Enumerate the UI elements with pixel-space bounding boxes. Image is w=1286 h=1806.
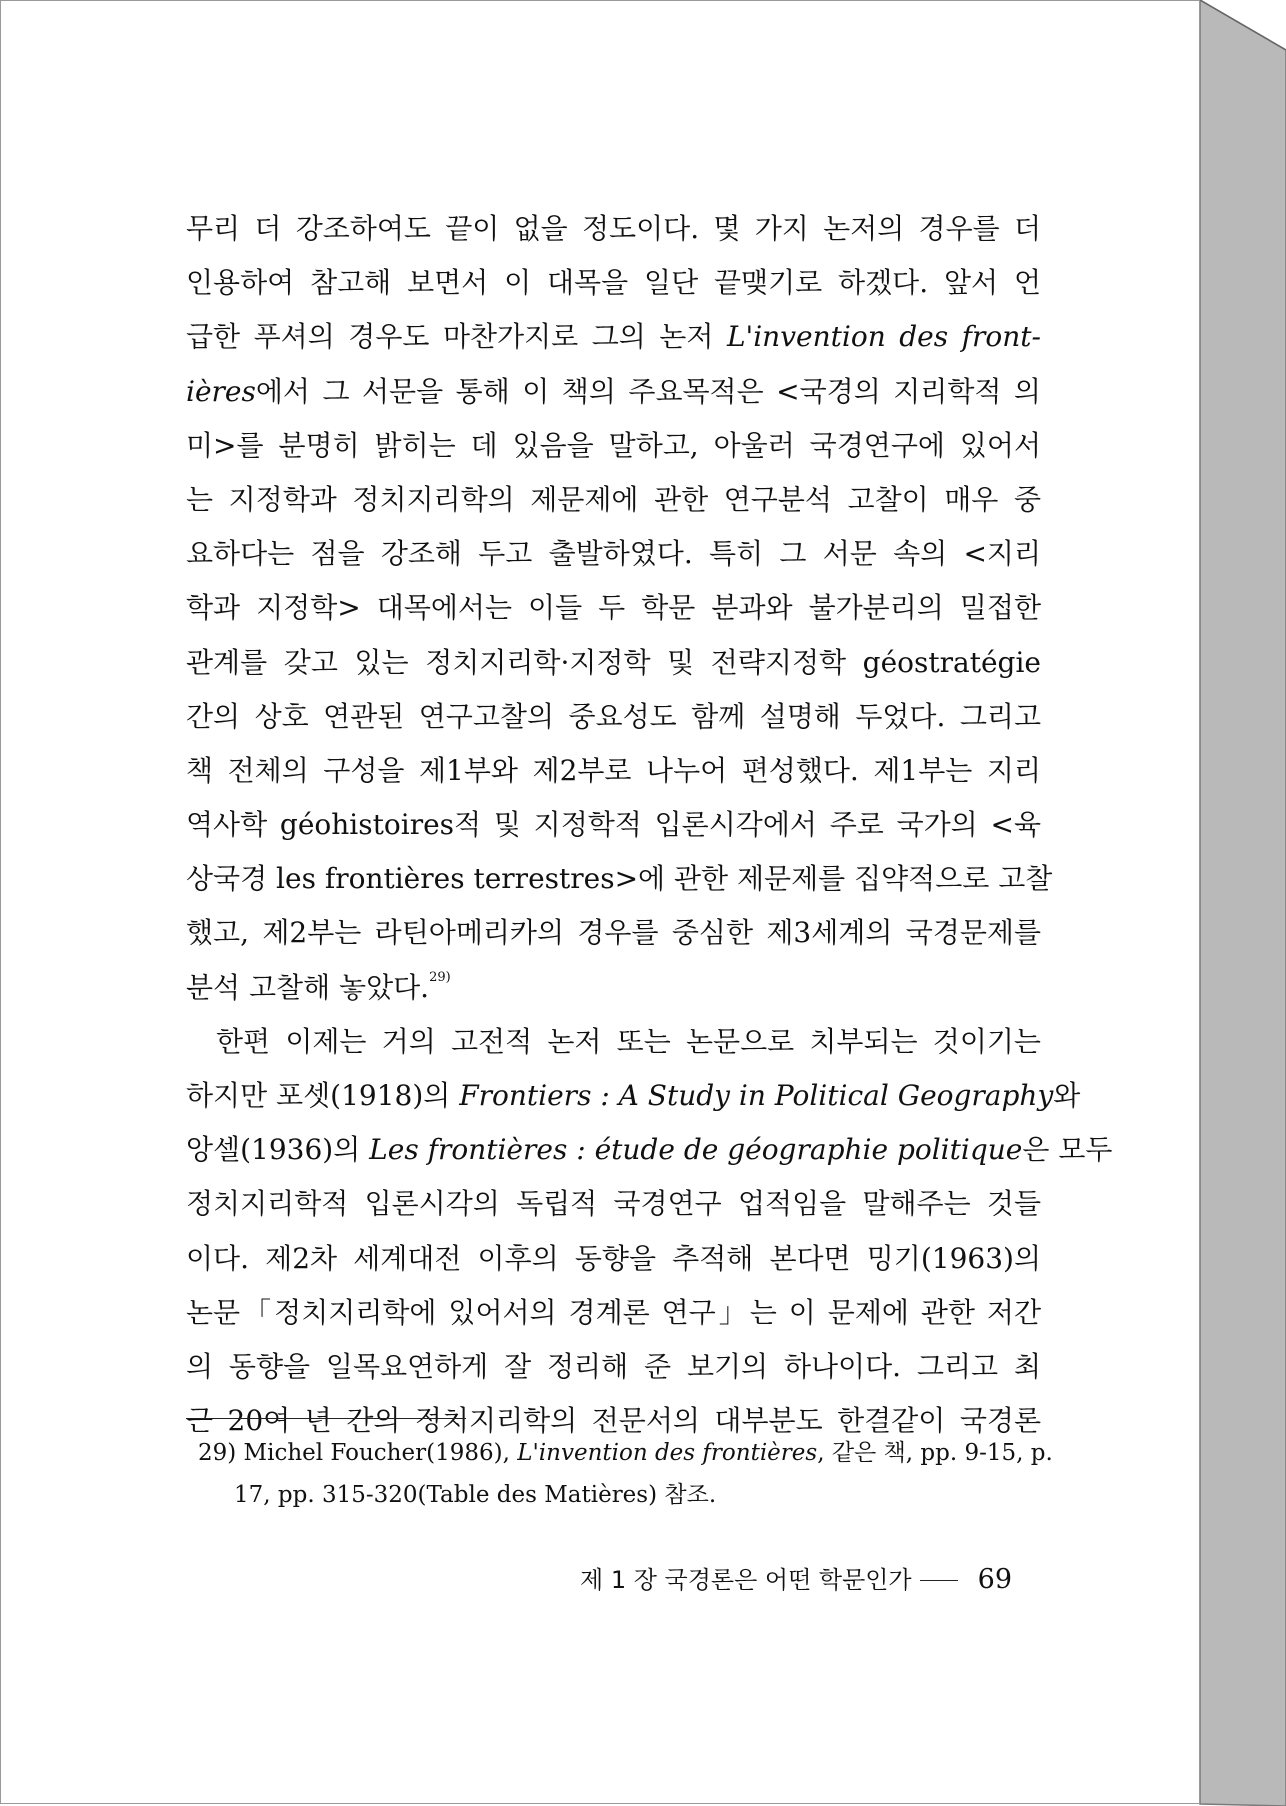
line-text: 정치지리학적 입론시각의 독립적 국경연구 업적임을 말해주는 것들 [186, 1187, 1041, 1221]
body-line [186, 1177, 1041, 1231]
body-line [186, 202, 1041, 256]
line-text: 역사학 géohistoires적 및 지정학적 입론시각에서 주로 국가의 <육 [186, 808, 1041, 842]
body-line [186, 365, 1041, 419]
body-line [186, 473, 1041, 527]
body-line [186, 1232, 1041, 1286]
line-text: 했고, 제2부는 라틴아메리카의 경우를 중심한 제3세계의 국경문제를 [186, 916, 1041, 950]
body-line [186, 1340, 1041, 1394]
running-footer [580, 1560, 1012, 1600]
footnote-separator [186, 1418, 466, 1419]
footer-dash [920, 1580, 958, 1581]
chapter-title: 제 1 장 국경론은 어떤 학문인가 [580, 1566, 912, 1594]
line-text: 의 동향을 일목요연하게 잘 정리해 준 보기의 하나이다. 그리고 최 [186, 1349, 1041, 1383]
footnote-ref: 29) [429, 969, 451, 985]
body-line [186, 310, 1041, 364]
line-text: 한편 이제는 거의 고전적 논저 또는 논문으로 치부되는 것이기는 [216, 1024, 1041, 1058]
line-text: 급한 푸셔의 경우도 마찬가지로 그의 논저 [186, 320, 727, 354]
line-text: 관계를 갖고 있는 정치지리학·지정학 및 전략지정학 géostratégie [186, 645, 1041, 679]
line-text: 근 20여 년 간의 정치지리학의 전문서의 대부분도 한결같이 국경론 [186, 1404, 1041, 1438]
line-text: 이다. 제2차 세계대전 이후의 동향을 추적해 본다면 밍기(1963)의 [186, 1241, 1041, 1275]
body-line [186, 1123, 1113, 1177]
body-line [186, 906, 1041, 960]
italic-title: Les frontières : étude de géographie politique [369, 1133, 1023, 1167]
italic-title: Frontiers : A Study in Political Geography [459, 1079, 1054, 1112]
line-text: 는 지정학과 정치지리학의 제문제에 관한 연구분석 고찰이 매우 중 [186, 482, 1041, 516]
body-line [186, 581, 1041, 635]
body-line [186, 256, 1041, 310]
line-text: 학과 지정학> 대목에서는 이들 두 학문 분과와 불가분리의 밀접한 [186, 591, 1041, 625]
line-text: 인용하여 참고해 보면서 이 대목을 일단 끝맺기로 하겠다. 앞서 언 [186, 266, 1041, 300]
page-number: 69 [977, 1564, 1012, 1595]
body-text [186, 202, 1113, 1448]
italic-title: ières [186, 374, 256, 408]
body-line [186, 419, 1041, 473]
footnote-29 [198, 1432, 1053, 1516]
footnote-line-1: 29) Michel Foucher(1986), L'invention des frontières, 같은 책, pp. 9-15, p. [198, 1440, 1053, 1466]
line-text: 하지만 포셋(1918)의 [186, 1079, 460, 1112]
body-line [186, 1069, 1081, 1123]
line-text: 와 [1053, 1079, 1081, 1112]
body-line [186, 1015, 1041, 1069]
line-text: 에서 그 서문을 통해 이 책의 주요목적은 <국경의 지리학적 의 [255, 374, 1041, 408]
body-line [186, 1286, 1041, 1340]
line-text: 책 전체의 구성을 제1부와 제2부로 나누어 편성했다. 제1부는 지리 [186, 753, 1041, 787]
body-line [186, 636, 1041, 690]
line-text: 은 모두 [1022, 1133, 1113, 1167]
footnote-line-2: 17, pp. 315-320(Table des Matières) 참조. [234, 1482, 717, 1508]
body-line [186, 961, 1041, 1015]
italic-title: L'invention des front- [726, 320, 1041, 354]
line-text: 간의 상호 연관된 연구고찰의 중요성도 함께 설명해 두었다. 그리고 [186, 699, 1041, 733]
body-line [186, 798, 1041, 852]
body-line [186, 744, 1041, 798]
line-text: 논문「정치지리학에 있어서의 경계론 연구」는 이 문제에 관한 저간 [186, 1295, 1041, 1329]
line-text: 미>를 분명히 밝히는 데 있음을 말하고, 아울러 국경연구에 있어서 [186, 428, 1041, 462]
line-text: 상국경 les frontières terrestres>에 관한 제문제를 집약적으로 고찰 [186, 862, 1053, 896]
line-text: 분석 고찰해 놓았다. [186, 970, 430, 1004]
body-line [186, 690, 1041, 744]
line-text: 무리 더 강조하여도 끝이 없을 정도이다. 몇 가지 논저의 경우를 더 [186, 212, 1041, 245]
line-text: 요하다는 점을 강조해 두고 출발하였다. 특히 그 서문 속의 <지리 [186, 537, 1041, 571]
line-text: 앙셀(1936)의 [186, 1133, 370, 1167]
body-line [186, 527, 1041, 581]
body-line [186, 852, 1053, 906]
